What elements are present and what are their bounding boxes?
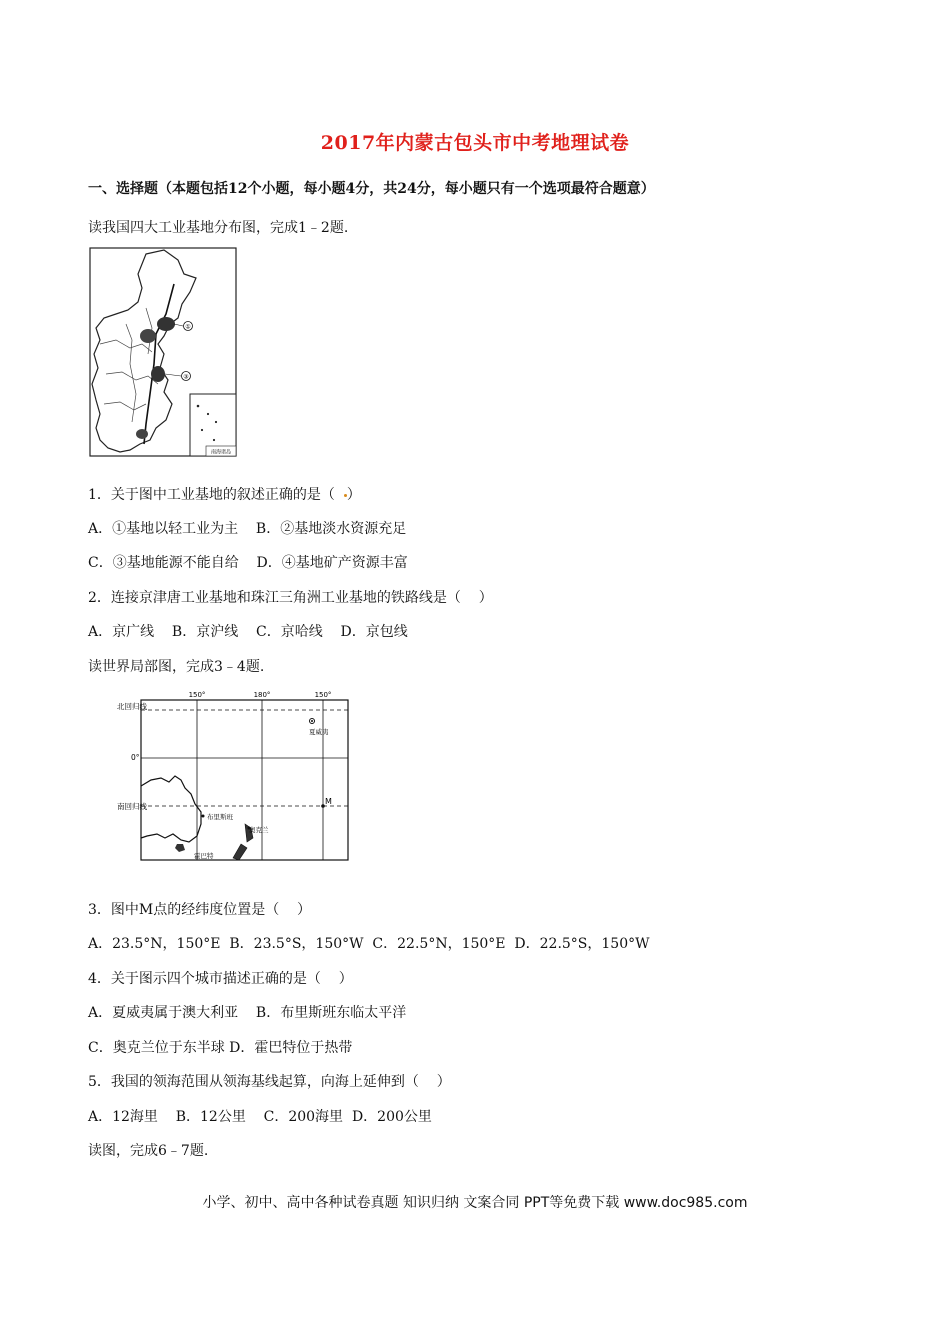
south-tropic-label: 南回归线 (117, 802, 147, 811)
section-heading: 一、选择题（本题包括12个小题，每小题4分，共24分，每小题只有一个选项最符合题意） (88, 181, 655, 197)
question-5-options: A．12海里 B．12公里 C．200海里 D．200公里 (88, 1109, 432, 1125)
question-5-stem: 5．我国的领海范围从领海基线起算，向海上延伸到（ ） (88, 1074, 451, 1090)
question-1-options-cd: C．③基地能源不能自给 D．④基地矿产资源丰富 (88, 555, 408, 571)
lon-150-west: 150° (188, 691, 206, 699)
label-m: M (325, 797, 332, 806)
marker-1: ① (185, 323, 191, 331)
question-4-options-ab: A．夏威夷属于澳大利亚 B．布里斯班东临太平洋 (88, 1005, 407, 1021)
world-partial-map (117, 688, 350, 863)
china-industrial-map (86, 244, 238, 458)
question-4-options-cd: C．奥克兰位于东半球 D．霍巴特位于热带 (88, 1040, 353, 1056)
question-1-options-ab: A．①基地以轻工业为主 B．②基地淡水资源充足 (88, 521, 407, 537)
question-1-stem: 1．关于图中工业基地的叙述正确的是（ ） (88, 487, 361, 503)
question-3-options: A．23.5°N，150°E B．23.5°S，150°W C．22.5°N，150°E D．22.5°S，150°W (88, 936, 650, 952)
question-2-stem: 2．连接京津唐工业基地和珠江三角洲工业基地的铁路线是（ ） (88, 590, 493, 606)
intro-q3-4: 读世界局部图，完成3﹣4题. (88, 659, 265, 675)
label-hobart: 霍巴特 (194, 852, 214, 860)
question-3-stem: 3．图中M点的经纬度位置是（ ） (88, 902, 312, 918)
question-2-options: A．京广线 B．京沪线 C．京哈线 D．京包线 (88, 624, 408, 640)
footer-watermark: 小学、初中、高中各种试卷真题 知识归纳 文案合同 PPT等免费下载 www.doc985.com (202, 1195, 748, 1211)
lon-150-east: 150° (314, 691, 332, 699)
page-title: 2017年内蒙古包头市中考地理试卷 (320, 132, 630, 154)
label-hawaii: 夏威夷 (309, 728, 329, 736)
north-tropic-label: 北回归线 (117, 702, 147, 711)
map-legend-south-sea: 南海诸岛 (210, 449, 232, 456)
label-auckland: 奥克兰 (249, 826, 269, 834)
intro-q1-2: 读我国四大工业基地分布图，完成1﹣2题. (88, 220, 349, 236)
label-brisbane: 布里斯班 (207, 813, 233, 821)
marker-3: ③ (183, 373, 189, 381)
lon-180: 180° (253, 691, 271, 699)
question-4-stem: 4．关于图示四个城市描述正确的是（ ） (88, 971, 353, 987)
equator-label: 0° (131, 753, 140, 762)
intro-q6-7: 读图，完成6﹣7题. (88, 1143, 209, 1159)
